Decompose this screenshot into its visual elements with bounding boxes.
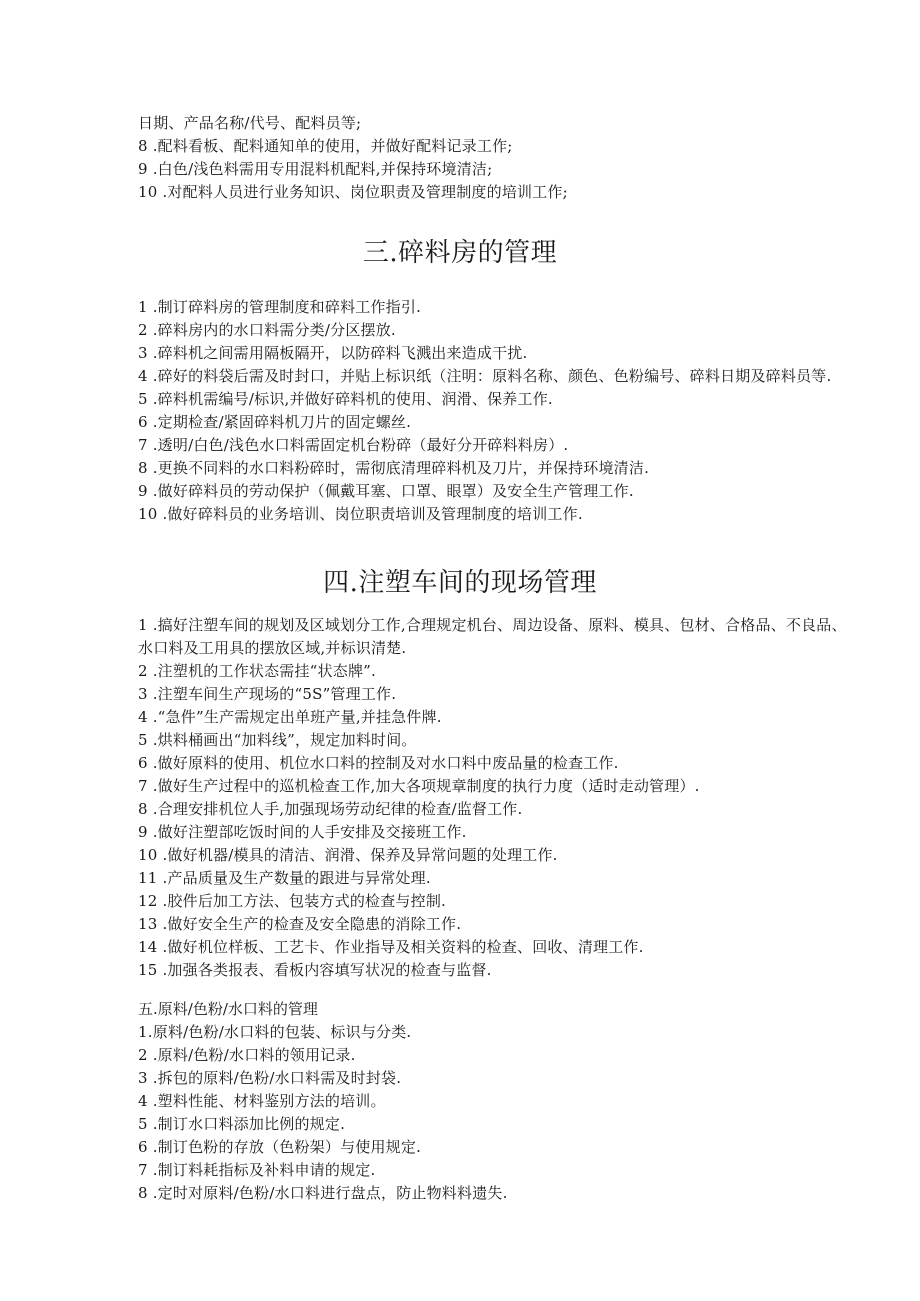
- section4-list: [138, 614, 848, 982]
- section-heading: 五.原料/色粉/水口料的管理: [138, 1000, 318, 1018]
- list-item: 2 .原料/色粉/水口料的领用记录.: [138, 1046, 356, 1064]
- list-item: 8 .定时对原料/色粉/水口料进行盘点，防止物料料遗失.: [138, 1184, 508, 1202]
- list-item: 10 .做好碎料员的业务培训、岗位职责培训及管理制度的培训工作.: [138, 505, 583, 523]
- list-item: 6 .制订色粉的存放（色粉架）与使用规定.: [138, 1138, 422, 1156]
- list-item: 6 .做好原料的使用、机位水口料的控制及对水口料中废品量的检查工作.: [138, 754, 619, 772]
- list-item: 5 .碎料机需编号/标识,并做好碎料机的使用、润滑、保养工作.: [138, 390, 553, 408]
- list-item: 1 .制订碎料房的管理制度和碎料工作指引.: [138, 298, 422, 316]
- list-item: 1 .搞好注塑车间的规划及区域划分工作,合理规定机台、周边设备、原料、模具、包材、合格品、不良品、水口料及工用具的摆放区域,并标识清楚.: [138, 616, 847, 657]
- top-list: [138, 112, 848, 204]
- list-item: 10 .做好机器/模具的清洁、润滑、保养及异常问题的处理工作.: [138, 846, 558, 864]
- list-item: 13 .做好安全生产的检查及安全隐患的消除工作.: [138, 915, 462, 933]
- list-item: 9 .做好碎料员的劳动保护（佩戴耳塞、口罩、眼罩）及安全生产管理工作.: [138, 482, 634, 500]
- list-item: 7 .透明/白色/浅色水口料需固定机台粉碎（最好分开碎料料房）.: [138, 436, 569, 454]
- list-item: 9 .做好注塑部吃饭时间的人手安排及交接班工作.: [138, 823, 467, 841]
- list-item: 8 .更换不同料的水口料粉碎时，需彻底清理碎料机及刀片，并保持环境清洁.: [138, 459, 650, 477]
- list-item: 8 .合理安排机位人手,加强现场劳动纪律的检查/监督工作.: [138, 800, 523, 818]
- list-item: 2 .注塑机的工作状态需挂“状态牌”.: [138, 662, 376, 680]
- list-item: 5 .制订水口料添加比例的规定.: [138, 1115, 346, 1133]
- list-item: 11 .产品质量及生产数量的跟进与异常处理.: [138, 869, 431, 887]
- section5-list: [138, 998, 848, 1205]
- section-heading: 四.注塑车间的现场管理: [323, 568, 597, 598]
- section3-list: [138, 296, 848, 526]
- list-item: 4 .“急件”生产需规定出单班产量,并挂急件牌.: [138, 708, 442, 726]
- list-item: 4 .碎好的料袋后需及时封口，并贴上标识纸（注明：原料名称、颜色、色粉编号、碎料日期及碎料员等.: [138, 367, 832, 385]
- list-item: 9 .白色/浅色料需用专用混料机配料,并保持环境清洁;: [138, 160, 493, 178]
- list-item: 3 .碎料机之间需用隔板隔开，以防碎料飞溅出来造成干扰.: [138, 344, 528, 362]
- list-item: 14 .做好机位样板、工艺卡、作业指导及相关资料的检查、回收、清理工作.: [138, 938, 644, 956]
- list-item: 3 .注塑车间生产现场的“5S”管理工作.: [138, 685, 397, 703]
- list-item: 8 .配料看板、配料通知单的使用，并做好配料记录工作;: [138, 137, 513, 155]
- list-item: 7 .制订料耗指标及补料申请的规定.: [138, 1161, 376, 1179]
- list-item: 2 .碎料房内的水口料需分类/分区摆放.: [138, 321, 396, 339]
- section-heading: 三.碎料房的管理: [362, 238, 558, 268]
- list-item: 日期、产品名称/代号、配料员等;: [138, 114, 362, 132]
- list-item: 12 .胶件后加工方法、包装方式的检查与控制.: [138, 892, 446, 910]
- list-item: 5 .烘料桶画出“加料线”，规定加料时间。: [138, 731, 417, 749]
- list-item: 15 .加强各类报表、看板内容填写状况的检查与监督.: [138, 961, 492, 979]
- list-item: 7 .做好生产过程中的巡机检查工作,加大各项规章制度的执行力度（适时走动管理）.: [138, 777, 700, 795]
- list-item: 3 .拆包的原料/色粉/水口料需及时封袋.: [138, 1069, 402, 1087]
- list-item: 4 .塑料性能、材料鉴别方法的培训。: [138, 1092, 386, 1110]
- list-item: 10 .对配料人员进行业务知识、岗位职责及管理制度的培训工作;: [138, 183, 568, 201]
- list-item: 6 .定期检查/紧固碎料机刀片的固定螺丝.: [138, 413, 412, 431]
- list-item: 1.原料/色粉/水口料的包装、标识与分类.: [138, 1023, 412, 1041]
